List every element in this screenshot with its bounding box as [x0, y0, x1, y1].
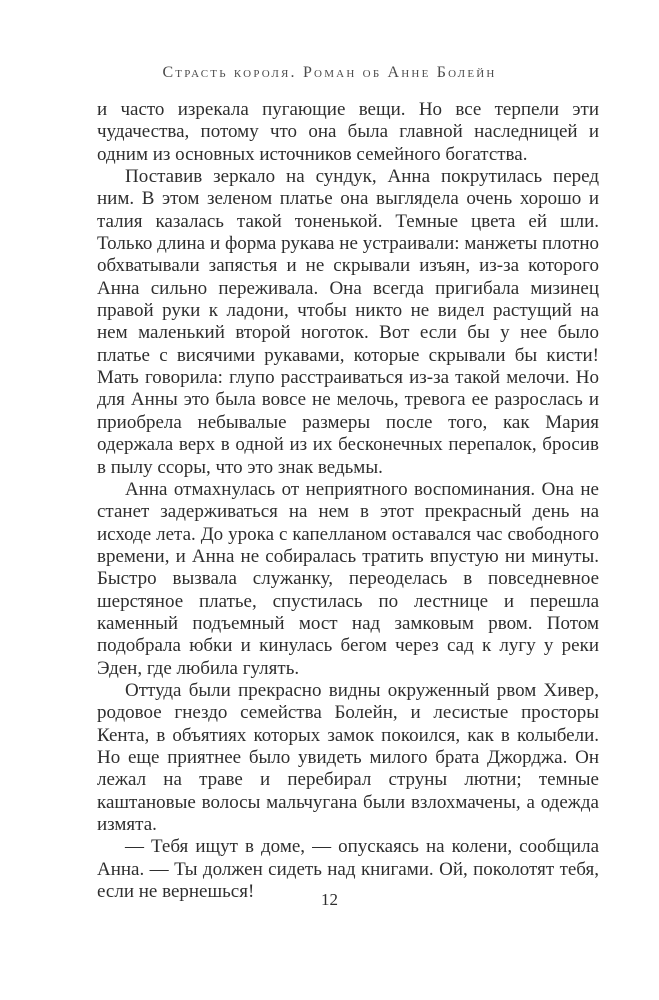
body-paragraph: Поставив зеркало на сундук, Анна покрутилась перед ним. В этом зеленом платье она выглядела очень хорошо и талия казалась такой тоненькой. Темные цвета ей шли. Только длина и форма рукава не устраивали: манжеты плотно обхватывали запястья и не скрывали изъян, из-за которого Анна сильно переживала. Она всегда пригибала мизинец правой руки к ладони, чтобы никто не видел растущий на нем маленький второй ноготок. Вот если бы у нее было платье с висячими рукавами, которые скрывали бы кисти! Мать говорила: глупо расстраиваться из-за такой мелочи. Но для Анны это была вовсе не мелочь, тревога ее разрослась и приобрела небывалые размеры после того, как Мария одержала верх в одной из их бесконечных перепалок, бросив в пылу ссоры, что это знак ведьмы.	[97, 166, 599, 478]
page-number: 12	[321, 890, 338, 909]
body-paragraph: — Тебя ищут в доме, — опускаясь на колени, сообщила Анна. — Ты должен сидеть над книгами. Ой, поколотят тебя, если не вернешься!	[97, 836, 599, 903]
body-text	[97, 99, 599, 903]
body-paragraph: Анна отмахнулась от неприятного воспоминания. Она не станет задерживаться на нем в этот прекрасный день на исходе лета. До урока с капелланом оставался час свободного времени, и Анна не собиралась тратить впустую ни минуты. Быстро вызвала служанку, переоделась в повседневное шерстяное платье, спустилась по лестнице и перешла каменный подъемный мост над замковым рвом. Потом подобрала юбки и кинулась бегом через сад к лугу у реки Эден, где любила гулять.	[97, 478, 599, 679]
body-paragraph: Оттуда были прекрасно видны окруженный рвом Хивер, родовое гнездо семейства Болейн, и лесистые просторы Кента, в объятиях которых замок покоился, как в колыбели. Но еще приятнее было увидеть милого брата Джорджа. Он лежал на траве и перебирал струны лютни; темные каштановые волосы мальчугана были взлохмачены, а одежда измята.	[97, 679, 599, 835]
running-header: Страсть короля. Роман об Анне Болейн	[162, 64, 497, 81]
body-paragraph: и часто изрекала пугающие вещи. Но все терпели эти чудачества, потому что она была главной наследницей и одним из основных источников семейного богатства.	[97, 99, 599, 165]
